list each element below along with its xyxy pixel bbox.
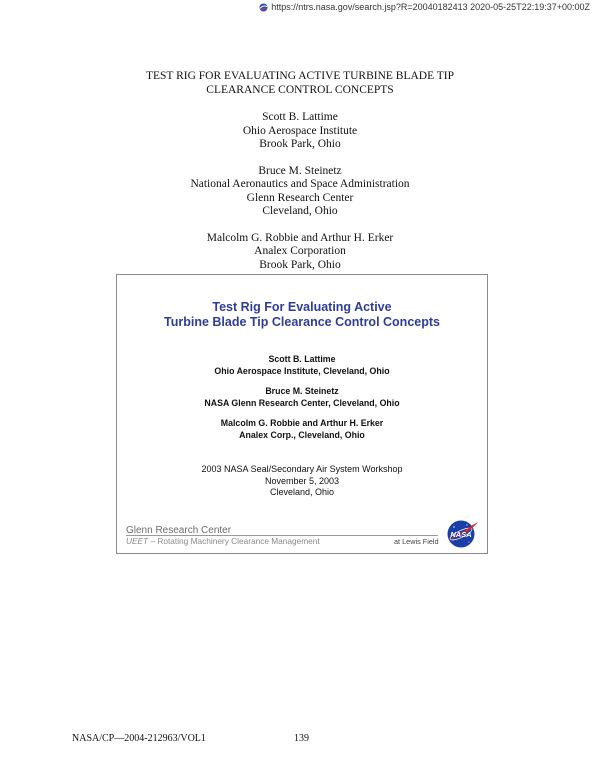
- source-url-bar: [259, 0, 590, 14]
- slide-author-name: Malcolm G. Robbie and Arthur H. Erker: [220, 418, 384, 428]
- slide-authors: [117, 353, 487, 449]
- document-header: [0, 70, 600, 285]
- slide-title-line: Turbine Blade Tip Clearance Control Concepts: [164, 315, 440, 329]
- author-block: [0, 232, 600, 273]
- author-affiliation: National Aeronautics and Space Administration: [190, 178, 410, 190]
- author-affiliation: Glenn Research Center: [246, 191, 354, 204]
- event-name: 2003 NASA Seal/Secondary Air System Workshop: [201, 464, 403, 474]
- document-id: NASA/CP—2004-212963/VOL1: [72, 733, 206, 744]
- slide-title-line: Test Rig For Evaluating Active: [212, 300, 392, 314]
- slide-author-affiliation: Ohio Aerospace Institute, Cleveland, Ohio: [214, 366, 390, 376]
- slide-author-group: [117, 417, 487, 441]
- author-block: [0, 111, 600, 152]
- author-name: Scott B. Lattime: [262, 111, 338, 123]
- slide-author-name: Scott B. Lattime: [268, 354, 336, 364]
- document-title-line: CLEARANCE CONTROL CONCEPTS: [206, 83, 394, 96]
- slide-title: [117, 300, 487, 330]
- author-location: Brook Park, Ohio: [259, 138, 341, 150]
- page-number: 139: [294, 733, 309, 744]
- author-name: Bruce M. Steinetz: [258, 164, 342, 177]
- author-affiliation: Ohio Aerospace Institute: [242, 124, 358, 137]
- slide-event-info: [117, 464, 487, 499]
- author-block: [0, 165, 600, 219]
- nasa-meatball-logo: [445, 519, 479, 549]
- author-name: Malcolm G. Robbie and Arthur H. Erker: [206, 231, 394, 244]
- title-slide-figure: [116, 274, 488, 554]
- document-title-line: TEST RIG FOR EVALUATING ACTIVE TURBINE BLADE TIP: [145, 70, 455, 82]
- slide-author-name: Bruce M. Steinetz: [265, 386, 339, 396]
- author-location: Brook Park, Ohio: [259, 258, 341, 271]
- ntrs-logo-icon: [259, 3, 268, 12]
- program-acronym: UEET: [126, 536, 149, 546]
- document-title: [0, 70, 600, 97]
- slide-author-affiliation: Analex Corp., Cleveland, Ohio: [239, 430, 365, 440]
- author-affiliation: Analex Corporation: [254, 245, 346, 257]
- event-date: November 5, 2003: [264, 475, 340, 486]
- author-location: Cleveland, Ohio: [262, 205, 338, 217]
- slide-author-affiliation: NASA Glenn Research Center, Cleveland, Ohio: [204, 398, 400, 408]
- nasa-logo-text: NASA: [450, 530, 472, 539]
- program-description: – Rotating Machinery Clearance Management: [148, 536, 320, 546]
- event-location: Cleveland, Ohio: [269, 487, 335, 497]
- slide-author-group: [117, 385, 487, 409]
- slide-footer-center-name: Glenn Research Center: [126, 525, 232, 536]
- slide-author-group: [117, 353, 487, 377]
- slide-footer-program: [126, 536, 320, 547]
- source-url[interactable]: https://ntrs.nasa.gov/search.jsp?R=20040182413 2020-05-25T22:19:37+00:00Z: [271, 2, 590, 12]
- slide-footer-lewis-field: at Lewis Field: [394, 537, 439, 546]
